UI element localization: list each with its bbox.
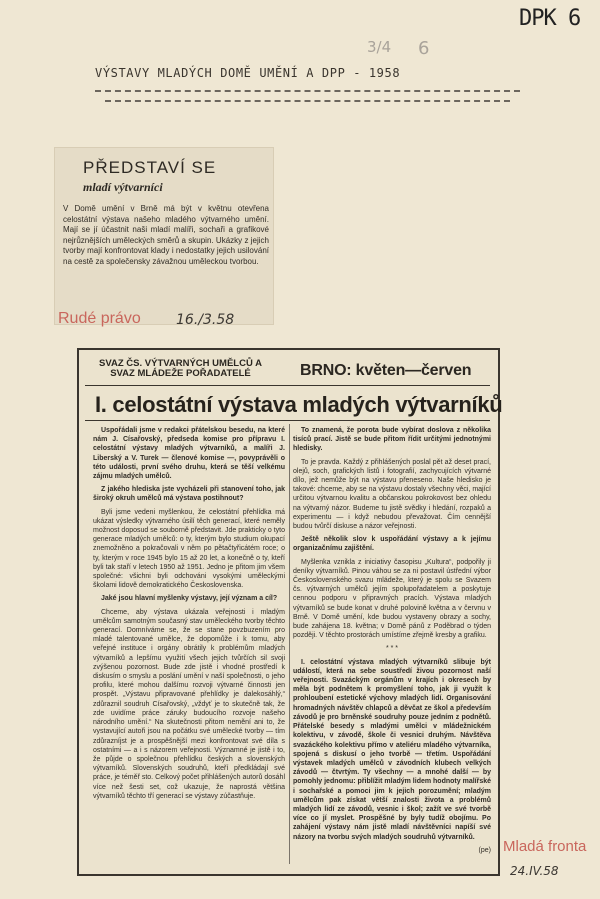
paragraph: To je pravda. Každý z přihlášených poslal pět až deset prací, olejů, soch, grafických listů i fotografií, zachycujících výtvarné dílo, jež nemůže být na výstavu přeneseno. Naše hledisko je takové: chceme, aby se na výstavu dostaly všechny věci, mající určitou výtvarnou kvalitu a občanskou pokrokovost bez ohledu na výtvarný názor. Budeme tu jistě svědky i hledání, rozpaků a experimentu — i když nebudou převažovat. Čím cennější budou tvůrčí diskuse a názor veřejnosti. xyxy=(293,458,491,531)
column-divider xyxy=(289,424,290,864)
clipping-place-dates: BRNO: květen—červen xyxy=(300,362,472,379)
divider xyxy=(95,90,520,92)
clipping-headline: PŘEDSTAVÍ SE xyxy=(83,158,217,177)
source-stamp: Rudé právo xyxy=(58,310,141,327)
paragraph: Uspořádali jsme v redakci přátelskou besedu, na které nám J. Císařovský, předseda komise pro přípravu I. celostátní výstavy mladých výtvarníků, a malíři J. Liberský a V. Turek — členové komise —, povyprávěli o této události, první svého druhu, která se těší velkému zájmu mladých umělců. xyxy=(93,427,285,481)
source-stamp: Mladá fronta xyxy=(503,838,587,855)
page-title: VÝSTAVY MLADÝCH DOMĚ UMĚNÍ A DPP - 1958 xyxy=(95,66,401,80)
paragraph: I. celostátní výstava mladých výtvarníků slibuje být událostí, která na sebe soustředí živou pozornost naší veřejnosti. Svazáckým orgánům v krajích i okresech by měla být podnětem k promyšlení toho, jak ji využít k prohloubení estetické výchovy mladých lidí. Organisování hromadných návštěv chlapců a děvčat ze škol a především závodů je pro brněnské soudruhy pouze jedním z podnětů. Přátelské besedy s mladými umělci v mládežnickém kolektivu, v závodě, škole či vesnici druhým. Návštěva svazáckého kolektivu přímo v ateliéru mladého výtvarníka, spojená s diskusí o jeho tvorbě — třetím. Uspořádání výstavek mladých umělců v závodních klubech velkých závodů — čtvrtým. Ty všechny — a mnohé další — by pomohly jednomu: přiblížit mladým lidem hodnoty malířské i sochařské a pomoci jim k jejich porozumění; mladým umělcům pak získat větší znalosti života a problémů mladých lidí ze závodů, vesnic i škol; zažít ve své tvorbě více co jí myslet. Prospěšné by byly tudíž obojímu. Po zahájení výstavy nám jistě mladí návštěvníci napíší své názory na tvorbu svých mladých soudruhů výtvarníků. xyxy=(293,658,491,841)
pencil-annotation: 6 xyxy=(418,38,430,59)
article-column-left xyxy=(93,426,285,805)
article-column-right xyxy=(293,426,491,859)
divider xyxy=(105,100,510,102)
paragraph: Byli jsme vedeni myšlenkou, že celostátní přehlídka má ukázat výsledky výtvarného úsilí těch generací, které neměly možnost doposud se souborně představit. Jde prakticky o tyto generace mladých umělců: o ty, kterým bylo studium okupací znemožněno a pokračovali v něm po pětačtyřicátém roce; o ty, kterým v roce 1945 bylo 15 až 20 let, a konečně o ty, kteří byli tak staří v letech 1950 až 1951. Jedno je přitom jim všem společné: všichni byli odchováni vysokými uměleckými školami lidově demokratického Československa. xyxy=(93,508,285,590)
handwritten-date: 16./3.58 xyxy=(176,312,235,328)
paragraph: Chceme, aby výstava ukázala veřejnosti i mladým umělcům samotným současný stav uměleckého tvorby těchto generací. Domníváme se, že se stane povzbuzením pro mladé talentované umělce, že dopomůže i k tomu, aby veřejné instituce i orgány obrátily k problémům mladých výtvarníků a lepšímu využití všech jejich tvůrčích sil svoji zvýšenou pozornost. Bude zde jistě i vhodné prostředí k diskusím o smyslu a poslání umění v naší společnosti, o jeho profilu, které mohou dalšímu rozvoji výtvarné činnosti jen prospět. „Výstavu připravované přehlídky je dalekosáhlý,“ zdůraznil soudruh Císařovský, „vždyť je to skutečně tak, že zde uvidíme práce záruky budoucího rozvoje našeho národního umění.“ Na skutečnosti přitom nemění ani to, že vystavující autoři jsou na počátku své umělecké tvorby — tím zdůrazníjst je a prospěšnější mezi konfrontovat své díla s ostatními — a i s názorem veřejnosti. Významné je jistě i to, že půjde o společnou přehlídku českých a slovenských výtvarníků. Slovenských soudruhů, kteří předkládají své práce, je téměř sto. Celkový počet přihlášených autorů dosáhl více než šesti set, což ukazuje, že naprostá většina výtvarníků těchto tří generací se výstavy zúčastňuje. xyxy=(93,608,285,800)
paragraph: To znamená, že porota bude vybírat doslova z několika tisíců prací. Jistě se bude přitom řídit určitými jednotnými hledisky. xyxy=(293,427,491,453)
interview-question: Z jakého hlediska jste vycházeli při stanovení toho, jak široký okruh umělců má výstava postihnout? xyxy=(93,486,285,503)
author-signature: (pe) xyxy=(478,846,491,854)
clipping-subheadline: mladí výtvarníci xyxy=(83,180,163,194)
paragraph: Myšlenka vznikla z iniciativy časopisu „Kultura“, podpořily ji deníky výtvarníků. Pinou váhou se za ni postavil ústřední výbor Československého svazu mládeže, který je spolu se Svazem čs. výtvarných umělců jejím spolupořadatelem a poskytuje cennou podporu v připravných pracích. Výstava mladých výtvarníků se bude konat v druhé polovině května a v červnu v Brně. V Domě umění, kde budou vystaveny obrazy a sochy, bude zahájena 18. května; v Domě pánů z Poděbrad o týden později. V těchto prostorách umístíme zřejmě kresby a grafiku. xyxy=(293,558,491,640)
pencil-annotation: 3/4 xyxy=(367,38,392,56)
interview-question: Jaké jsou hlavní myšlenky výstavy, její význam a cíl? xyxy=(101,595,278,603)
clipping-headline: I. celostátní výstava mladých výtvarníků xyxy=(95,392,503,417)
reference-mark: DPK 6 xyxy=(519,6,581,31)
divider xyxy=(85,420,490,421)
handwritten-date: 24.IV.58 xyxy=(510,864,559,878)
organizer-line: SVAZ ČS. VÝTVARNÝCH UMĚLCŮ A SVAZ MLÁDEŽE POŘADATELÉ xyxy=(99,358,262,379)
section-separator: * * * xyxy=(385,645,399,653)
clipping-body: V Domě umění v Brně má být v květnu otevřena celostátní výstava našeho mladého výtvarného umění. Mají se jí účastnit naši mladí malíři, sochaři a grafikové nejrůznějších uměleckých směrů a skupin. Ukázky z jejich tvorby mají konfrontovat klady i nedostatky jejich usilování na cestě za společensky závažnou uměleckou tvorbou. xyxy=(63,204,269,266)
interview-question: Ještě několik slov k uspořádání výstavy a k jejímu organizačnímu zajištění. xyxy=(293,536,491,553)
divider xyxy=(85,385,490,386)
